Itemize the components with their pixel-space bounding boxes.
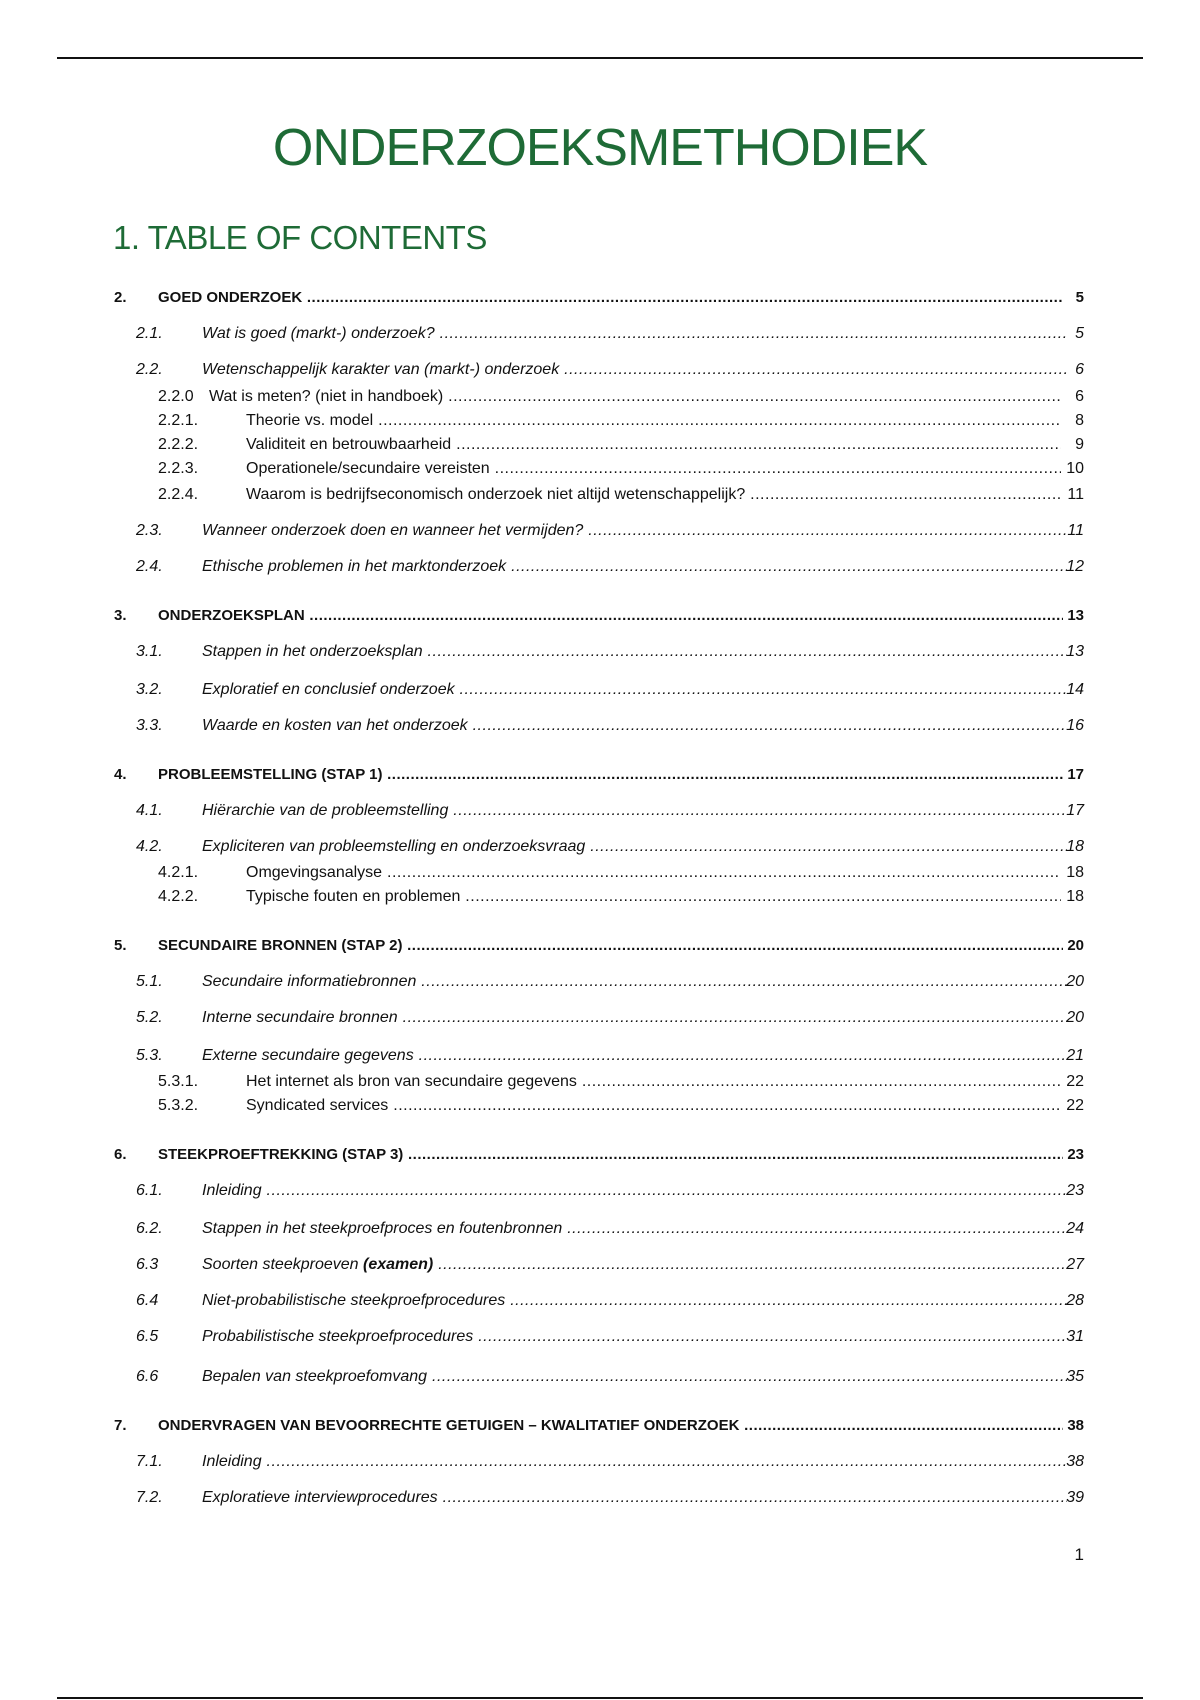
toc-entry-page: 23 <box>1067 1146 1084 1163</box>
toc-entry-number: 2.1. <box>136 325 163 342</box>
toc-entry-page: 11 <box>1067 522 1084 539</box>
toc-entry-page: 13 <box>1067 607 1084 624</box>
toc-entry-number: 3.2. <box>136 681 163 698</box>
toc-entry-number: 4.2. <box>136 838 163 855</box>
toc-entry-title: Hiërarchie van de probleemstelling ..... <box>202 799 1067 823</box>
toc-entry-title: Inleiding ..... <box>202 1450 1067 1474</box>
toc-entry[interactable] <box>0 1217 1200 1241</box>
toc-entry-title: Interne secundaire bronnen ..... <box>202 1006 1067 1030</box>
toc-entry-page: 24 <box>1066 1220 1084 1237</box>
toc-entry[interactable] <box>0 433 1200 457</box>
toc-entry-number: 6.4 <box>136 1292 159 1309</box>
toc-entry-page: 22 <box>1066 1073 1084 1090</box>
toc-entry-number: 5.3.1. <box>158 1073 199 1090</box>
toc-entry-page: 20 <box>1067 937 1084 954</box>
toc-entry[interactable] <box>0 1143 1200 1167</box>
toc-entry-title: Stappen in het onderzoeksplan ..... <box>202 640 1067 664</box>
toc-entry-number: 7.1. <box>136 1453 163 1470</box>
toc-entry[interactable] <box>0 1253 1200 1277</box>
toc-entry[interactable] <box>0 861 1200 885</box>
toc-entry-number: 2.2.4. <box>158 486 199 503</box>
toc-entry-number: 2.2. <box>136 361 163 378</box>
toc-entry-number: 6.5 <box>136 1328 159 1345</box>
toc-entry-page: 20 <box>1066 1009 1084 1026</box>
toc-entry[interactable] <box>0 1450 1200 1474</box>
toc-entry[interactable] <box>0 970 1200 994</box>
toc-entry[interactable] <box>0 885 1200 909</box>
toc-entry-page: 10 <box>1066 460 1084 477</box>
toc-entry-page: 6 <box>1075 388 1084 405</box>
toc-entry-number: 2.2.0 <box>158 388 194 405</box>
toc-entry-number: 3. <box>114 607 127 624</box>
toc-heading: 1. TABLE OF CONTENTS <box>113 219 487 256</box>
toc-entry-page: 18 <box>1066 888 1084 905</box>
toc-entry[interactable] <box>0 1006 1200 1030</box>
toc-entry-page: 13 <box>1066 643 1084 660</box>
toc-entry-page: 16 <box>1066 717 1084 734</box>
toc-entry-page: 35 <box>1066 1368 1084 1385</box>
toc-entry-number: 2.4. <box>136 558 163 575</box>
toc-entry-page: 31 <box>1066 1328 1084 1345</box>
toc-entry-number: 4.2.1. <box>158 864 199 881</box>
toc-entry-title: Wetenschappelijk karakter van (markt-) onderzoek ..... <box>202 358 1067 382</box>
toc-entry-page: 17 <box>1066 802 1084 819</box>
toc-entry-page: 9 <box>1075 436 1084 453</box>
toc-entry[interactable] <box>0 1289 1200 1313</box>
toc-entry-number: 5.1. <box>136 973 163 990</box>
toc-entry-title: Secundaire informatiebronnen ..... <box>202 970 1067 994</box>
toc-entry[interactable] <box>0 604 1200 628</box>
toc-entry-title: Wat is meten? (niet in handboek) ..... <box>209 385 1061 409</box>
toc-entry-page: 23 <box>1066 1182 1084 1199</box>
toc-entry-page: 28 <box>1066 1292 1084 1309</box>
toc-entry-page: 38 <box>1067 1417 1084 1434</box>
toc-entry-number: 6.3 <box>136 1256 159 1273</box>
toc-entry-title: GOED ONDERZOEK ..... <box>158 286 1063 310</box>
toc-entry-title: Inleiding ..... <box>202 1179 1067 1203</box>
toc-entry-number: 3.1. <box>136 643 163 660</box>
toc-entry-number: 3.3. <box>136 717 163 734</box>
toc-entry-page: 27 <box>1066 1256 1084 1273</box>
toc-entry-number: 6.6 <box>136 1368 159 1385</box>
toc-entry-title: Exploratieve interviewprocedures ..... <box>202 1486 1067 1510</box>
toc-entry[interactable] <box>0 1365 1200 1389</box>
toc-entry-number: 4.2.2. <box>158 888 199 905</box>
toc-entry[interactable] <box>0 640 1200 664</box>
toc-entry-number: 5.3.2. <box>158 1097 199 1114</box>
toc-entry[interactable] <box>0 1486 1200 1510</box>
toc-entry-title: Theorie vs. model ..... <box>246 409 1061 433</box>
toc-entry-page: 8 <box>1075 412 1084 429</box>
toc-entry-number: 6.1. <box>136 1182 163 1199</box>
toc-entry-page: 18 <box>1066 864 1084 881</box>
toc-entry[interactable] <box>0 409 1200 433</box>
toc-entry-title: Probabilistische steekproefprocedures ..... <box>202 1325 1067 1349</box>
toc-entry-title: Waarde en kosten van het onderzoek ..... <box>202 714 1067 738</box>
toc-entry[interactable] <box>0 358 1200 382</box>
toc-entry-page: 38 <box>1066 1453 1084 1470</box>
toc-entry-page: 12 <box>1066 558 1084 575</box>
toc-entry-number: 5. <box>114 937 127 954</box>
toc-entry-page: 17 <box>1067 766 1084 783</box>
toc-entry[interactable] <box>0 483 1200 507</box>
toc-entry-page: 22 <box>1066 1097 1084 1114</box>
toc-entry-title: Omgevingsanalyse ..... <box>246 861 1061 885</box>
toc-entry-title: Niet-probabilistische steekproefprocedures ..... <box>202 1289 1067 1313</box>
toc-entry[interactable] <box>0 1325 1200 1349</box>
toc-entry-number: 4. <box>114 766 127 783</box>
toc-entry[interactable] <box>0 555 1200 579</box>
toc-entry-title: Soorten steekproeven (examen) ..... <box>202 1253 1067 1277</box>
toc-entry-number: 6. <box>114 1146 127 1163</box>
toc-entry-title: Syndicated services ..... <box>246 1094 1061 1118</box>
toc-entry-title: Ethische problemen in het marktonderzoek ..... <box>202 555 1067 579</box>
toc-entry-title: SECUNDAIRE BRONNEN (STAP 2) ..... <box>158 934 1063 958</box>
toc-entry-page: 14 <box>1066 681 1084 698</box>
toc-entry-number: 2.2.3. <box>158 460 199 477</box>
toc-entry-title: ONDERVRAGEN VAN BEVOORRECHTE GETUIGEN – KWALITATIEF ONDERZOEK ..... <box>158 1414 1063 1438</box>
toc-entry-page: 18 <box>1066 838 1084 855</box>
toc-entry-emphasis: (examen) <box>363 1256 434 1273</box>
toc-entry[interactable] <box>0 1070 1200 1094</box>
toc-entry-title: Exploratief en conclusief onderzoek ..... <box>202 678 1067 702</box>
footer-rule <box>57 1697 1143 1699</box>
toc-entry[interactable] <box>0 1094 1200 1118</box>
toc-entry-number: 5.3. <box>136 1047 163 1064</box>
toc-entry-number: 6.2. <box>136 1220 163 1237</box>
document-title: ONDERZOEKSMETHODIEK <box>272 119 928 177</box>
toc-entry-page: 21 <box>1066 1047 1084 1064</box>
toc-entry-title: Validiteit en betrouwbaarheid ..... <box>246 433 1061 457</box>
toc-entry-page: 39 <box>1066 1489 1084 1506</box>
toc-entry[interactable] <box>0 322 1200 346</box>
toc-entry-title: Het internet als bron van secundaire gegevens ..... <box>246 1070 1061 1094</box>
toc-entry-title: Wanneer onderzoek doen en wanneer het vermijden? ..... <box>202 519 1067 543</box>
toc-entry-title: Expliciteren van probleemstelling en onderzoeksvraag ..... <box>202 835 1067 859</box>
toc-entry[interactable] <box>0 678 1200 702</box>
toc-entry[interactable] <box>0 1179 1200 1203</box>
toc-entry-title: STEEKPROEFTREKKING (STAP 3) ..... <box>158 1143 1063 1167</box>
toc-entry[interactable] <box>0 799 1200 823</box>
toc-entry-title: Typische fouten en problemen ..... <box>246 885 1061 909</box>
toc-entry-number: 2. <box>114 289 127 306</box>
toc-entry[interactable] <box>0 519 1200 543</box>
toc-entry-page: 20 <box>1066 973 1084 990</box>
toc-entry[interactable] <box>0 934 1200 958</box>
toc-entry-number: 2.2.2. <box>158 436 199 453</box>
toc-entry-number: 7.2. <box>136 1489 163 1506</box>
toc-entry-number: 5.2. <box>136 1009 163 1026</box>
toc-entry-number: 4.1. <box>136 802 163 819</box>
toc-entry-page: 6 <box>1075 361 1084 378</box>
toc-entry-title: Stappen in het steekproefproces en foutenbronnen ..... <box>202 1217 1067 1241</box>
toc-entry[interactable] <box>0 286 1200 310</box>
page-number: 1 <box>1074 1545 1084 1564</box>
toc-entry-title: PROBLEEMSTELLING (STAP 1) ..... <box>158 763 1063 787</box>
toc-entry[interactable] <box>0 1414 1200 1438</box>
toc-entry[interactable] <box>0 457 1200 481</box>
toc-entry-title: Operationele/secundaire vereisten ..... <box>246 457 1061 481</box>
toc-entry-number: 2.3. <box>136 522 163 539</box>
toc-entry-title: Wat is goed (markt-) onderzoek? ..... <box>202 322 1067 346</box>
toc-entry[interactable] <box>0 714 1200 738</box>
toc-entry-page: 5 <box>1075 325 1084 342</box>
toc-entry[interactable] <box>0 835 1200 859</box>
toc-entry-title: Externe secundaire gegevens ..... <box>202 1044 1067 1068</box>
toc-entry[interactable] <box>0 1044 1200 1068</box>
toc-entry-title: ONDERZOEKSPLAN ..... <box>158 604 1063 628</box>
toc-entry-title: Waarom is bedrijfseconomisch onderzoek niet altijd wetenschappelijk? ..... <box>246 483 1061 507</box>
toc-entry[interactable] <box>0 763 1200 787</box>
toc-entry-number: 7. <box>114 1417 127 1434</box>
toc-entry-title: Bepalen van steekproefomvang ..... <box>202 1365 1067 1389</box>
header-rule <box>57 57 1143 59</box>
toc-entry-page: 5 <box>1075 289 1084 306</box>
toc-entry-page: 11 <box>1067 486 1084 503</box>
toc-entry-number: 2.2.1. <box>158 412 199 429</box>
toc-entry[interactable] <box>0 385 1200 409</box>
